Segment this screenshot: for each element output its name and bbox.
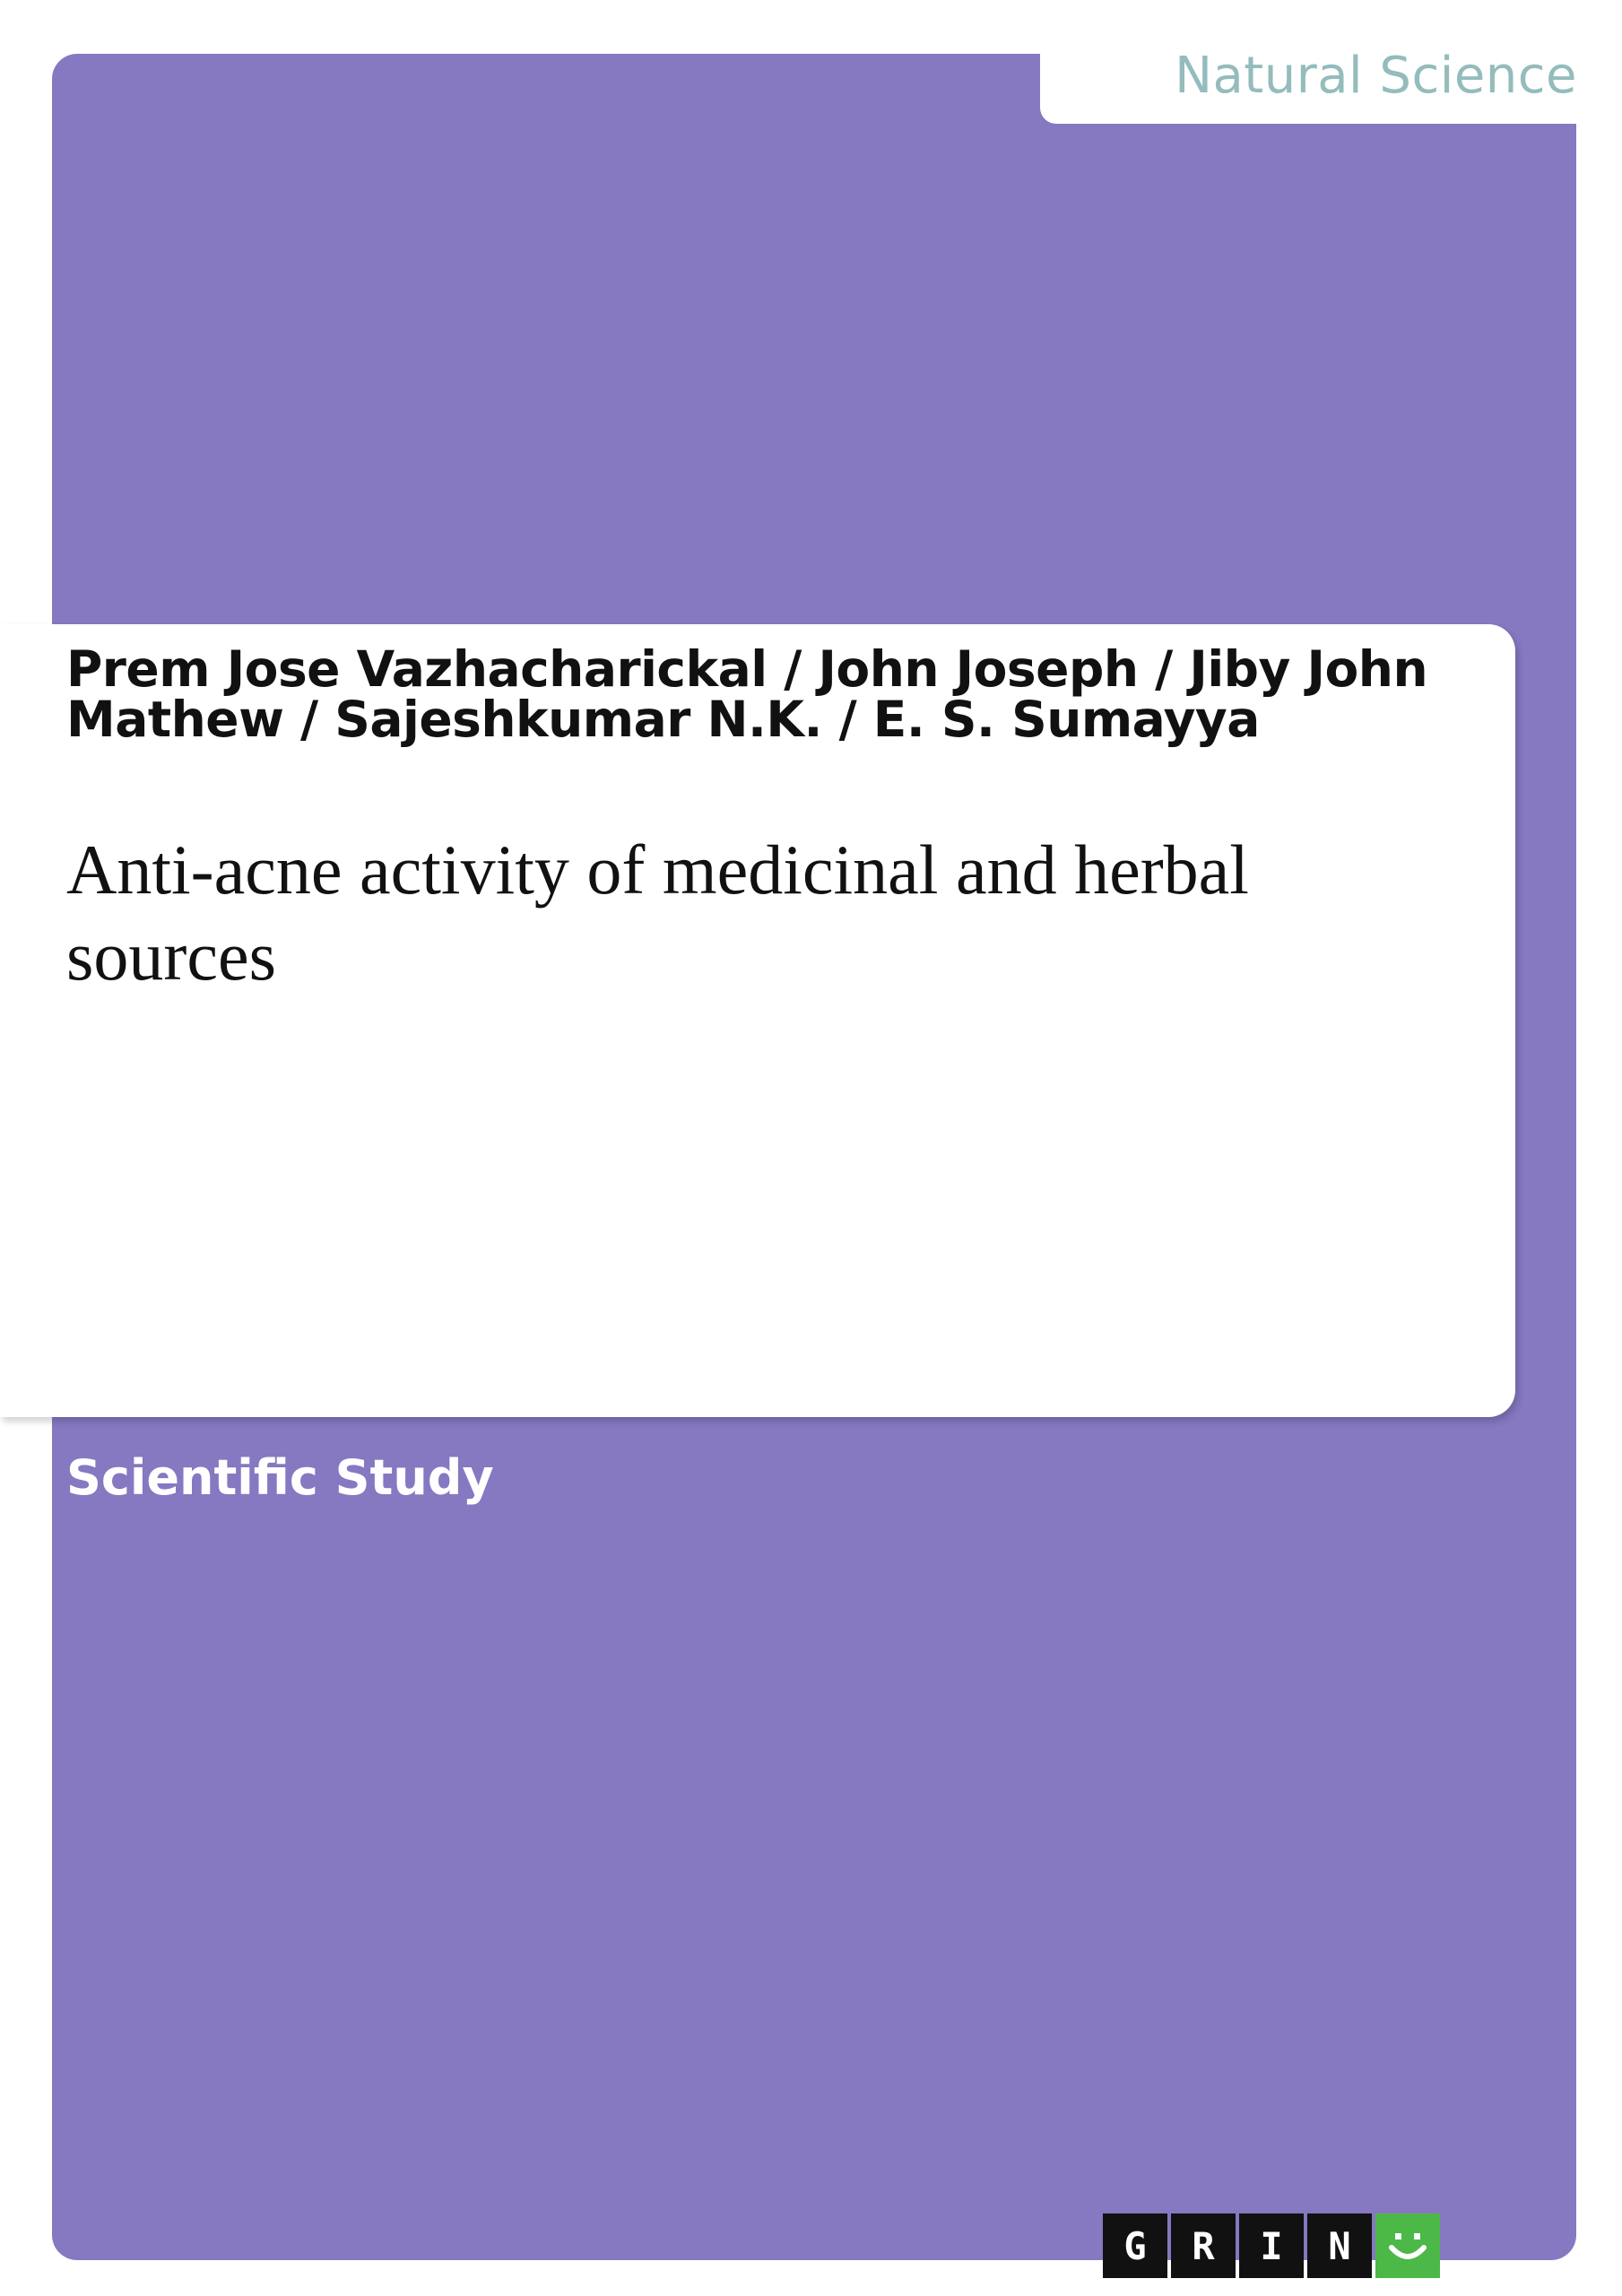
logo-letter-i: I <box>1239 2213 1304 2278</box>
grin-logo <box>1103 2213 1440 2278</box>
author-list: Prem Jose Vazhacharickal / John Joseph / Jiby John Mathew / Sajeshkumar N.K. / E. S. Sumayya <box>66 640 1428 748</box>
smile-icon-svg <box>1383 2221 1433 2271</box>
logo-letter-r: R <box>1171 2213 1236 2278</box>
logo-letter-n: N <box>1307 2213 1372 2278</box>
book-title: Anti-acne activity of medicinal and herbal sources <box>66 831 1249 995</box>
smile-icon <box>1375 2213 1440 2278</box>
logo-letter-g: G <box>1103 2213 1167 2278</box>
category-label: Natural Science <box>1175 47 1577 105</box>
series-label: Scientific Study <box>66 1449 494 1506</box>
